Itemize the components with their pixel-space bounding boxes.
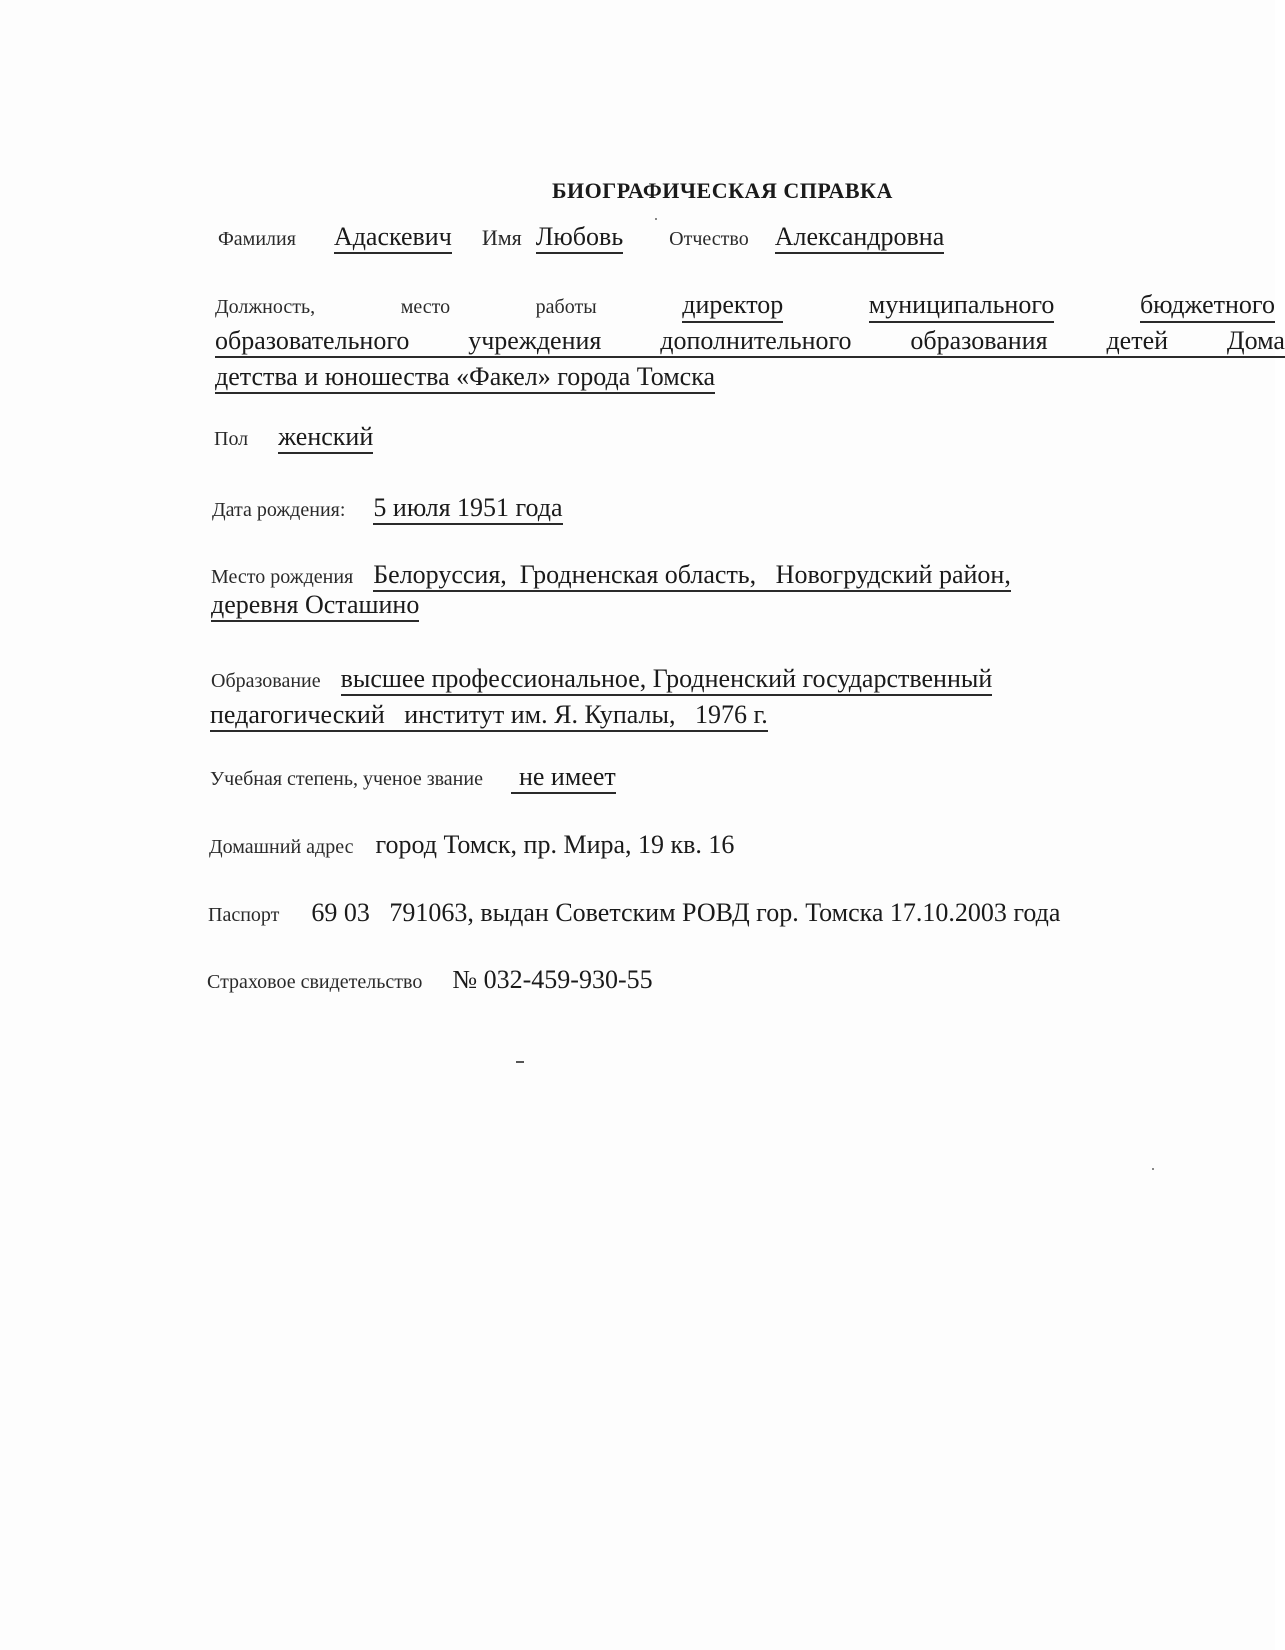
gender-value: женский [278,422,373,454]
position-label-3: работы [535,296,597,318]
position-word: образования [910,326,1048,355]
scan-speck [1152,1168,1154,1170]
education-label: Образование [211,670,321,692]
position-word: директор [682,290,783,323]
degree-value: не имеет [511,762,616,794]
first-name-value: Любовь [536,222,623,254]
position-word: Дома [1226,326,1285,355]
birth-place-row-1 [211,560,1011,590]
education-value-line-1: высшее профессиональное, Гродненский государственный [341,664,993,696]
position-label-1: Должность, [215,296,316,318]
birth-date-value: 5 июля 1951 года [373,493,562,525]
surname-label: Фамилия [218,228,296,250]
position-line-1 [215,290,1275,323]
degree-row [210,762,616,792]
education-row-2 [210,700,768,730]
position-word: детей [1106,326,1169,355]
education-row-1 [211,664,992,694]
scan-speck [516,1061,524,1063]
position-word: бюджетного [1140,290,1275,323]
birth-place-value-line-2: деревня Осташино [211,590,419,622]
position-word: учреждения [468,326,602,355]
document-title: БИОГРАФИЧЕСКАЯ СПРАВКА [552,178,893,203]
name-row [218,222,944,252]
passport-label: Паспорт [208,904,280,926]
birth-place-label: Место рождения [211,566,354,588]
birth-date-label: Дата рождения: [212,499,346,521]
position-label-2: место [400,296,451,318]
position-word: муниципального [869,290,1055,323]
insurance-label: Страховое свидетельство [207,971,423,993]
degree-label: Учебная степень, ученое звание [210,768,483,790]
patronymic-value: Александровна [775,222,945,254]
gender-row [214,422,373,452]
gender-label: Пол [214,428,249,450]
passport-value: 69 03 791063, выдан Советским РОВД гор. Томска 17.10.2003 года [311,898,1061,927]
surname-value: Адаскевич [334,222,452,254]
position-word: образовательного [215,326,410,355]
position-value-line-3: детства и юношества «Факел» города Томска [215,362,715,394]
address-value: город Томск, пр. Мира, 19 кв. 16 [375,830,735,859]
address-label: Домашний адрес [209,836,354,858]
education-value-line-2: педагогический институт им. Я. Купалы, 1976 г. [210,700,768,732]
position-line-2 [215,326,1285,358]
address-row [209,830,734,860]
birth-date-row [212,493,563,523]
scan-speck [655,218,657,220]
patronymic-label: Отчество [669,228,749,250]
position-word: дополнительного [660,326,852,355]
insurance-row [207,965,653,995]
birth-place-value-line-1: Белоруссия, Гродненская область, Новогрудский район, [373,560,1011,592]
first-name-label: Имя [481,225,522,250]
position-line-3 [215,362,715,392]
birth-place-row-2 [211,590,419,620]
insurance-value: № 032-459-930-55 [452,965,653,994]
passport-row [208,898,1060,928]
